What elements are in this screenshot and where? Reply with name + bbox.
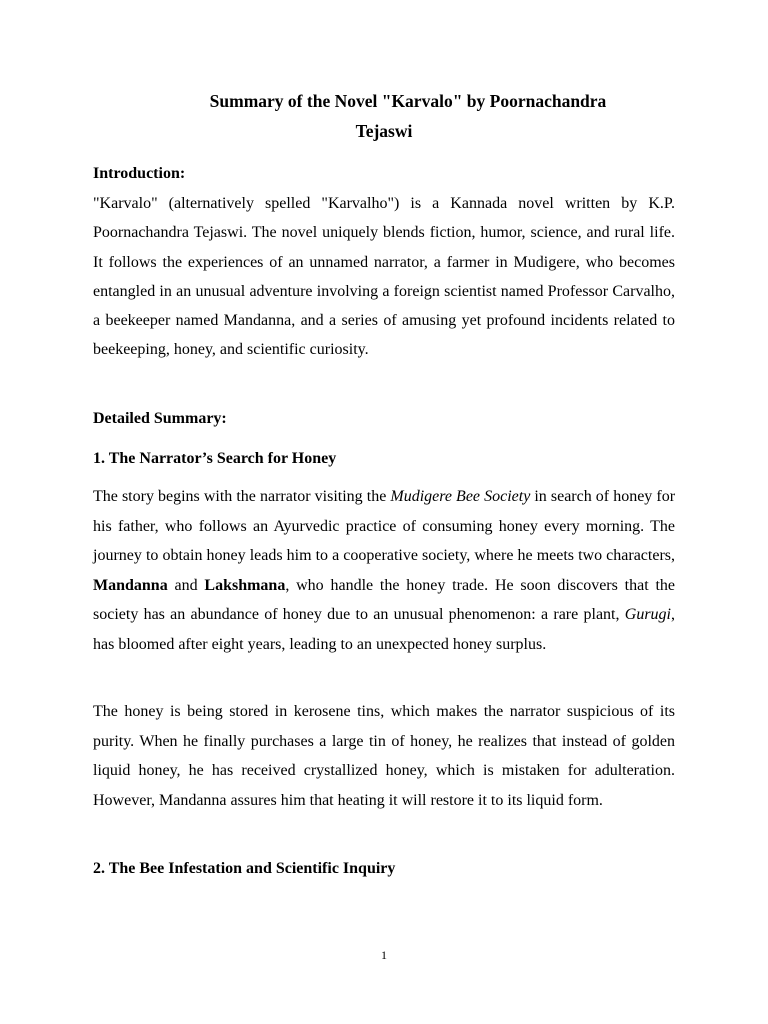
- introduction-heading: Introduction:: [93, 165, 186, 182]
- text-run: and: [167, 576, 205, 594]
- document-page: [93, 0, 675, 1024]
- plant-name-italic: Gurugi: [624, 606, 671, 623]
- title-line-2: Tejaswi: [355, 121, 413, 141]
- section-1-paragraph-1: [93, 482, 675, 659]
- introduction-paragraph: "Karvalo" (alternatively spelled "Karvalho") is a Kannada novel written by K.P. Poornachandra Tejaswi. The novel uniquely blends fiction, humor, science, and rural life. It follows the experiences of an unnamed narrator, a farmer in Mudigere, who becomes entangled in an unusual adventure involving a foreign scientist named Professor Carvalho, a beekeeper named Mandanna, and a series of amusing yet profound incidents related to beekeeping, honey, and scientific curiosity.: [93, 195, 675, 359]
- character-name-bold: Lakshmana: [204, 576, 286, 594]
- society-name-italic: Mudigere Bee Society: [390, 488, 531, 505]
- text-run: The story begins with the narrator visiting the: [93, 488, 391, 505]
- document-title: [93, 86, 675, 146]
- text-run: , has bloomed after eight years, leading to an unexpected honey surplus.: [93, 606, 675, 653]
- detailed-summary-heading: Detailed Summary:: [93, 410, 227, 427]
- text-run: , who handle the honey trade. He soon discovers that the society has an abundance of honey due to an unusual phenomenon: a rare plant,: [93, 576, 675, 623]
- character-name-bold: Mandanna: [93, 576, 168, 594]
- text-run: in search of honey for his father, who follows an Ayurvedic practice of consuming honey every morning. The journey to obtain honey leads him to a cooperative society, where he meets two characters,: [93, 488, 676, 564]
- title-line-1: Summary of the Novel "Karvalo" by Poornachandra: [209, 91, 607, 111]
- section-2-heading: 2. The Bee Infestation and Scientific Inquiry: [93, 860, 396, 877]
- section-1-heading: 1. The Narrator’s Search for Honey: [93, 450, 337, 467]
- page-number: 1: [381, 948, 387, 962]
- section-1-paragraph-2: The honey is being stored in kerosene tins, which makes the narrator suspicious of its purity. When he finally purchases a large tin of honey, he realizes that instead of golden liquid honey, he has received crystallized honey, which is mistaken for adulteration. However, Mandanna assures him that heating it will restore it to its liquid form.: [93, 703, 675, 809]
